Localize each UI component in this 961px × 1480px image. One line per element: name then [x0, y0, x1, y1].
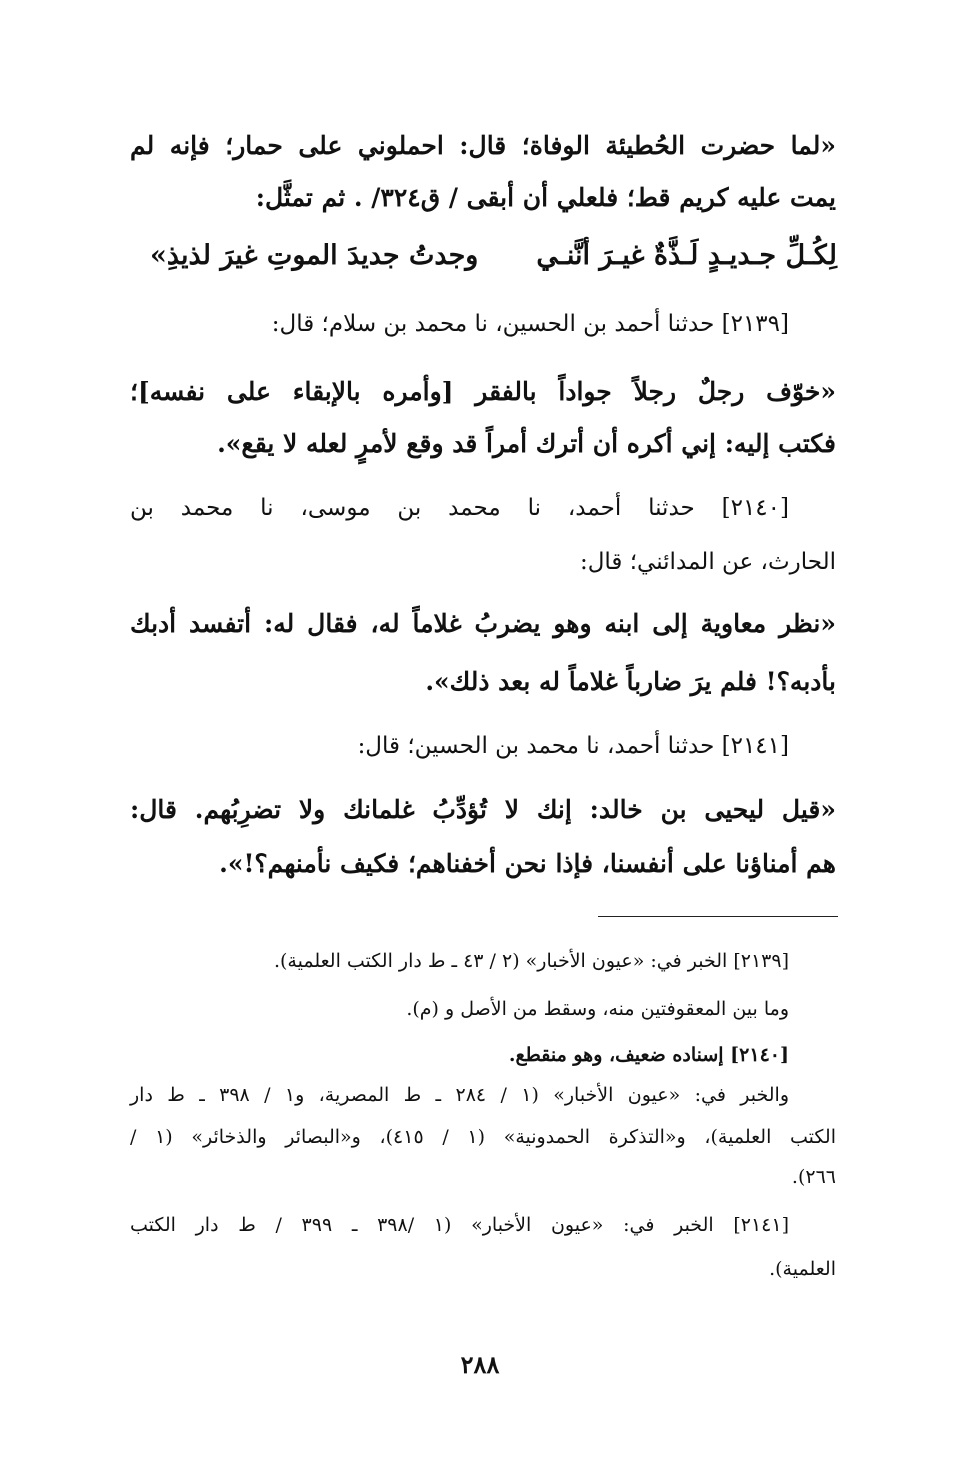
- isnad-2140-cont: الحارث، عن المدائني؛ قال:: [579, 549, 836, 575]
- page-number: ٢٨٨: [460, 1350, 500, 1379]
- footnote-line: الكتب العلمية)، و«التذكرة الحمدونية» (١ / ٤١٥)، و«البصائر والذخائر» (١ /: [130, 1126, 836, 1148]
- text-line: بأدبه؟! فلم يرَ ضارباً غلاماً له بعد ذلك».: [425, 667, 836, 696]
- text-line: «خوّف رجلٌ رجلاً جواداً بالفقر [وأمره بالإبقاء على نفسه]؛: [130, 377, 836, 406]
- footnote-line: [٢١٤٠] إسناده ضعيف، وهو منقطع.: [508, 1044, 789, 1066]
- footnote-line: والخبر في: «عيون الأخبار» (١ / ٢٨٤ ـ ط المصرية، و١ / ٣٩٨ ـ ط دار: [130, 1084, 789, 1106]
- text-line: «قيل ليحيى بن خالد: إنك لا تُؤدِّبُ غلمانك ولا تضرِبُهم. قال:: [130, 795, 836, 824]
- footnote-line: ٢٦٦).: [791, 1166, 836, 1188]
- isnad-2139: [٢١٣٩] حدثنا أحمد بن الحسين، نا محمد بن سلام؛ قال:: [271, 311, 789, 337]
- footnote-line: [٢١٣٩] الخبر في: «عيون الأخبار» (٢ / ٤٣ ـ ط دار الكتب العلمية).: [273, 950, 789, 972]
- text-line: يمت عليه كريم قط؛ فلعلي أن أبقى / ق٣٢٤/ . ثم تمثَّل:: [255, 183, 836, 212]
- footnote-line: العلمية).: [769, 1258, 836, 1280]
- footnote-line: [٢١٤١] الخبر في: «عيون الأخبار» (١ /٣٩٨ ـ ٣٩٩ / ط دار الكتب: [130, 1214, 789, 1236]
- footnote-separator: [598, 916, 838, 917]
- footnote-line: وما بين المعقوفتين منه، وسقط من الأصل و (م).: [406, 998, 789, 1020]
- isnad-2140: [٢١٤٠] حدثنا أحمد، نا محمد بن موسى، نا محمد بن: [130, 495, 789, 521]
- verse-hemistich-second: وجدتُ جديدَ الموتِ غيرَ لذيذِ»: [150, 240, 479, 271]
- verse-hemistich-first: لِكُـلِّ جـديـدٍ لَـذَّةٌ غيـرَ أنَّنـي: [536, 240, 837, 271]
- text-line: فكتب إليه: إني أكره أن أترك أمراً قد وقع لأمرٍ لعله لا يقع».: [217, 429, 836, 458]
- text-line: «نظر معاوية إلى ابنه وهو يضربُ غلاماً له، فقال له: أتفسد أدبك: [130, 609, 836, 638]
- isnad-2141: [٢١٤١] حدثنا أحمد، نا محمد بن الحسين؛ قال:: [357, 733, 789, 759]
- text-line: «لما حضرت الحُطيئة الوفاة؛ قال: احملوني على حمار؛ فإنه لم: [130, 131, 836, 160]
- text-line: هم أمناؤنا على أنفسنا، فإذا نحن أخفناهم؛ فكيف نأمنهم؟!».: [219, 849, 836, 878]
